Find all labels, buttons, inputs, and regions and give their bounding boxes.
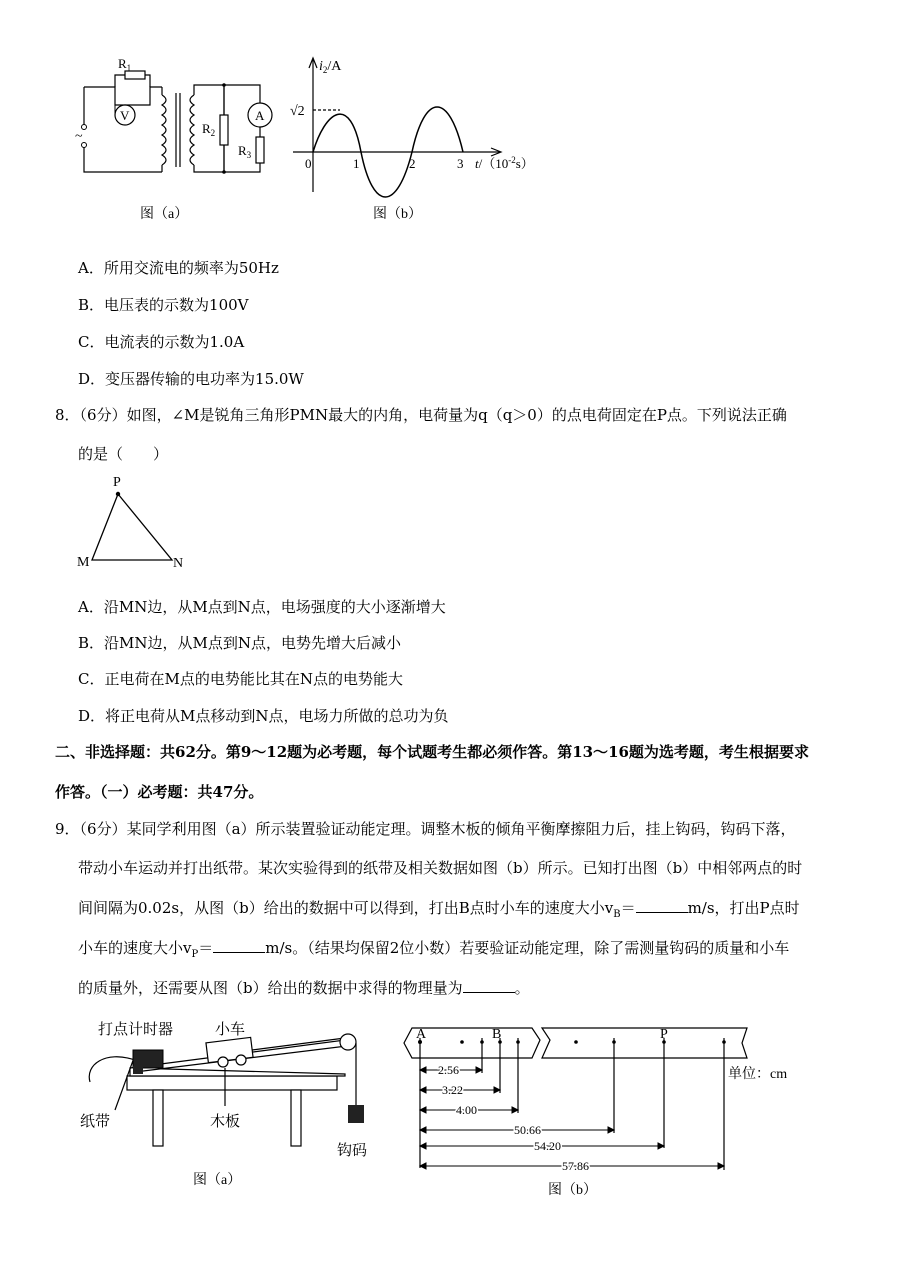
voltmeter-label: V	[120, 108, 130, 123]
q8-option-d: D．将正电荷从M点移动到N点，电场力所做的总功为负	[78, 707, 449, 725]
q7-option-a: A．所用交流电的频率为50Hz	[78, 259, 279, 277]
q9-stem-line1: 9．（6分）某同学利用图（a）所示装置验证动能定理。调整木板的倾角平衡摩擦阻力后，挂上钩码，钩码下落，	[55, 820, 796, 838]
distance-4: 50.66	[514, 1123, 541, 1137]
q7-option-c: C．电流表的示数为1.0A	[78, 333, 245, 351]
weight-icon	[348, 1105, 364, 1123]
x-axis-label: $t/(10^{-2}s)$	[475, 155, 534, 171]
amplitude-label: √2	[290, 104, 305, 119]
q8-option-a: A．沿MN边，从M点到N点，电场强度的大小逐渐增大	[78, 598, 446, 616]
q9-stem-line4: 小车的速度大小$v_P= m/s$。（结果均保留2位小数）若要验证动能定理，除了需测量钩码的质量和小车	[78, 939, 790, 960]
q8-option-c: C．正电荷在M点的电势能比其在N点的电势能大	[78, 670, 403, 688]
distance-6: 57.86	[562, 1159, 589, 1173]
cart-label: 小车	[215, 1022, 246, 1038]
triangle-pmn-figure	[72, 470, 192, 575]
q8-stem-line2: 的是（ ）	[78, 445, 169, 463]
answer-blank-vp[interactable]	[213, 938, 265, 953]
experiment-setup-figure	[75, 1010, 385, 1200]
section2-heading-line2: 作答。（一）必考题：共47分。	[55, 783, 264, 801]
q7-option-d: D．变压器传输的电功率为15.0W	[78, 370, 304, 388]
q8-stem-line1: 8．（6分）如图，∠M是锐角三角形PMN最大的内角，电荷量为q（q＞0）的点电荷固定在P点。下列说法正确	[55, 406, 787, 424]
x-tick-2: 2	[409, 156, 416, 171]
q9-stem-line5: 的质量外，还需要从图（b）给出的数据中求得的物理量为 。	[78, 979, 530, 997]
distance-1: 2.56	[438, 1063, 459, 1077]
timer-label: 打点计时器	[98, 1022, 174, 1038]
distance-2: 3.22	[442, 1083, 463, 1097]
figure-a-circuit	[70, 55, 290, 230]
r1-label: $R_1$	[118, 56, 132, 73]
resistor-r3-icon	[256, 137, 264, 163]
x-tick-1: 1	[353, 156, 360, 171]
r2-label: $R_2$	[202, 121, 216, 138]
tape-caption: 图（b）	[548, 1183, 597, 1198]
figure-b-graph	[285, 52, 550, 230]
tape-label: 纸带	[80, 1114, 111, 1130]
board-label: 木板	[210, 1114, 241, 1130]
weight-label: 钩码	[337, 1143, 368, 1159]
figure-a-caption: 图（a）	[140, 207, 189, 222]
figure-b-caption: 图（b）	[373, 207, 422, 222]
source-label: ~	[75, 129, 83, 144]
answer-blank-vb[interactable]	[636, 898, 688, 913]
q7-option-b: B．电压表的示数为100V	[78, 296, 249, 314]
point-b-label: B	[492, 1027, 502, 1042]
paper-tape-figure	[392, 1018, 812, 1203]
setup-caption: 图（a）	[193, 1173, 242, 1188]
x-tick-0: 0	[305, 156, 312, 171]
distance-5: 54.20	[534, 1139, 561, 1153]
point-p-label: P	[113, 475, 121, 490]
point-m-label: M	[77, 555, 90, 570]
answer-blank-quantity[interactable]	[463, 978, 515, 993]
r3-label: $R_3$	[238, 143, 252, 160]
point-p-tape-label: P	[660, 1027, 668, 1042]
ammeter-label: A	[255, 108, 265, 123]
q9-stem-line2: 带动小车运动并打出纸带。某次实验得到的纸带及相关数据如图（b）所示。已知打出图（b）中相邻两点的时	[78, 859, 803, 877]
q9-stem-line3: 间间隔为0.02s，从图（b）给出的数据中可以得到，打出B点时小车的速度大小$v_B= m/s$，打出P点时	[78, 899, 800, 920]
point-a-label: A	[416, 1027, 427, 1042]
resistor-r2-icon	[220, 115, 228, 145]
timer-icon	[133, 1050, 163, 1068]
unit-label: 单位：cm	[728, 1067, 788, 1082]
x-tick-3: 3	[457, 156, 464, 171]
y-axis-label: $i_2/A$	[319, 59, 342, 75]
section2-heading-line1: 二、非选择题：共62分。第9～12题为必考题，每个试题考生都必须作答。第13～16题为选考题，考生根据要求	[55, 743, 809, 761]
point-n-label: N	[173, 556, 184, 571]
distance-3: 4.00	[456, 1103, 477, 1117]
q8-option-b: B．沿MN边，从M点到N点，电势先增大后减小	[78, 634, 401, 652]
